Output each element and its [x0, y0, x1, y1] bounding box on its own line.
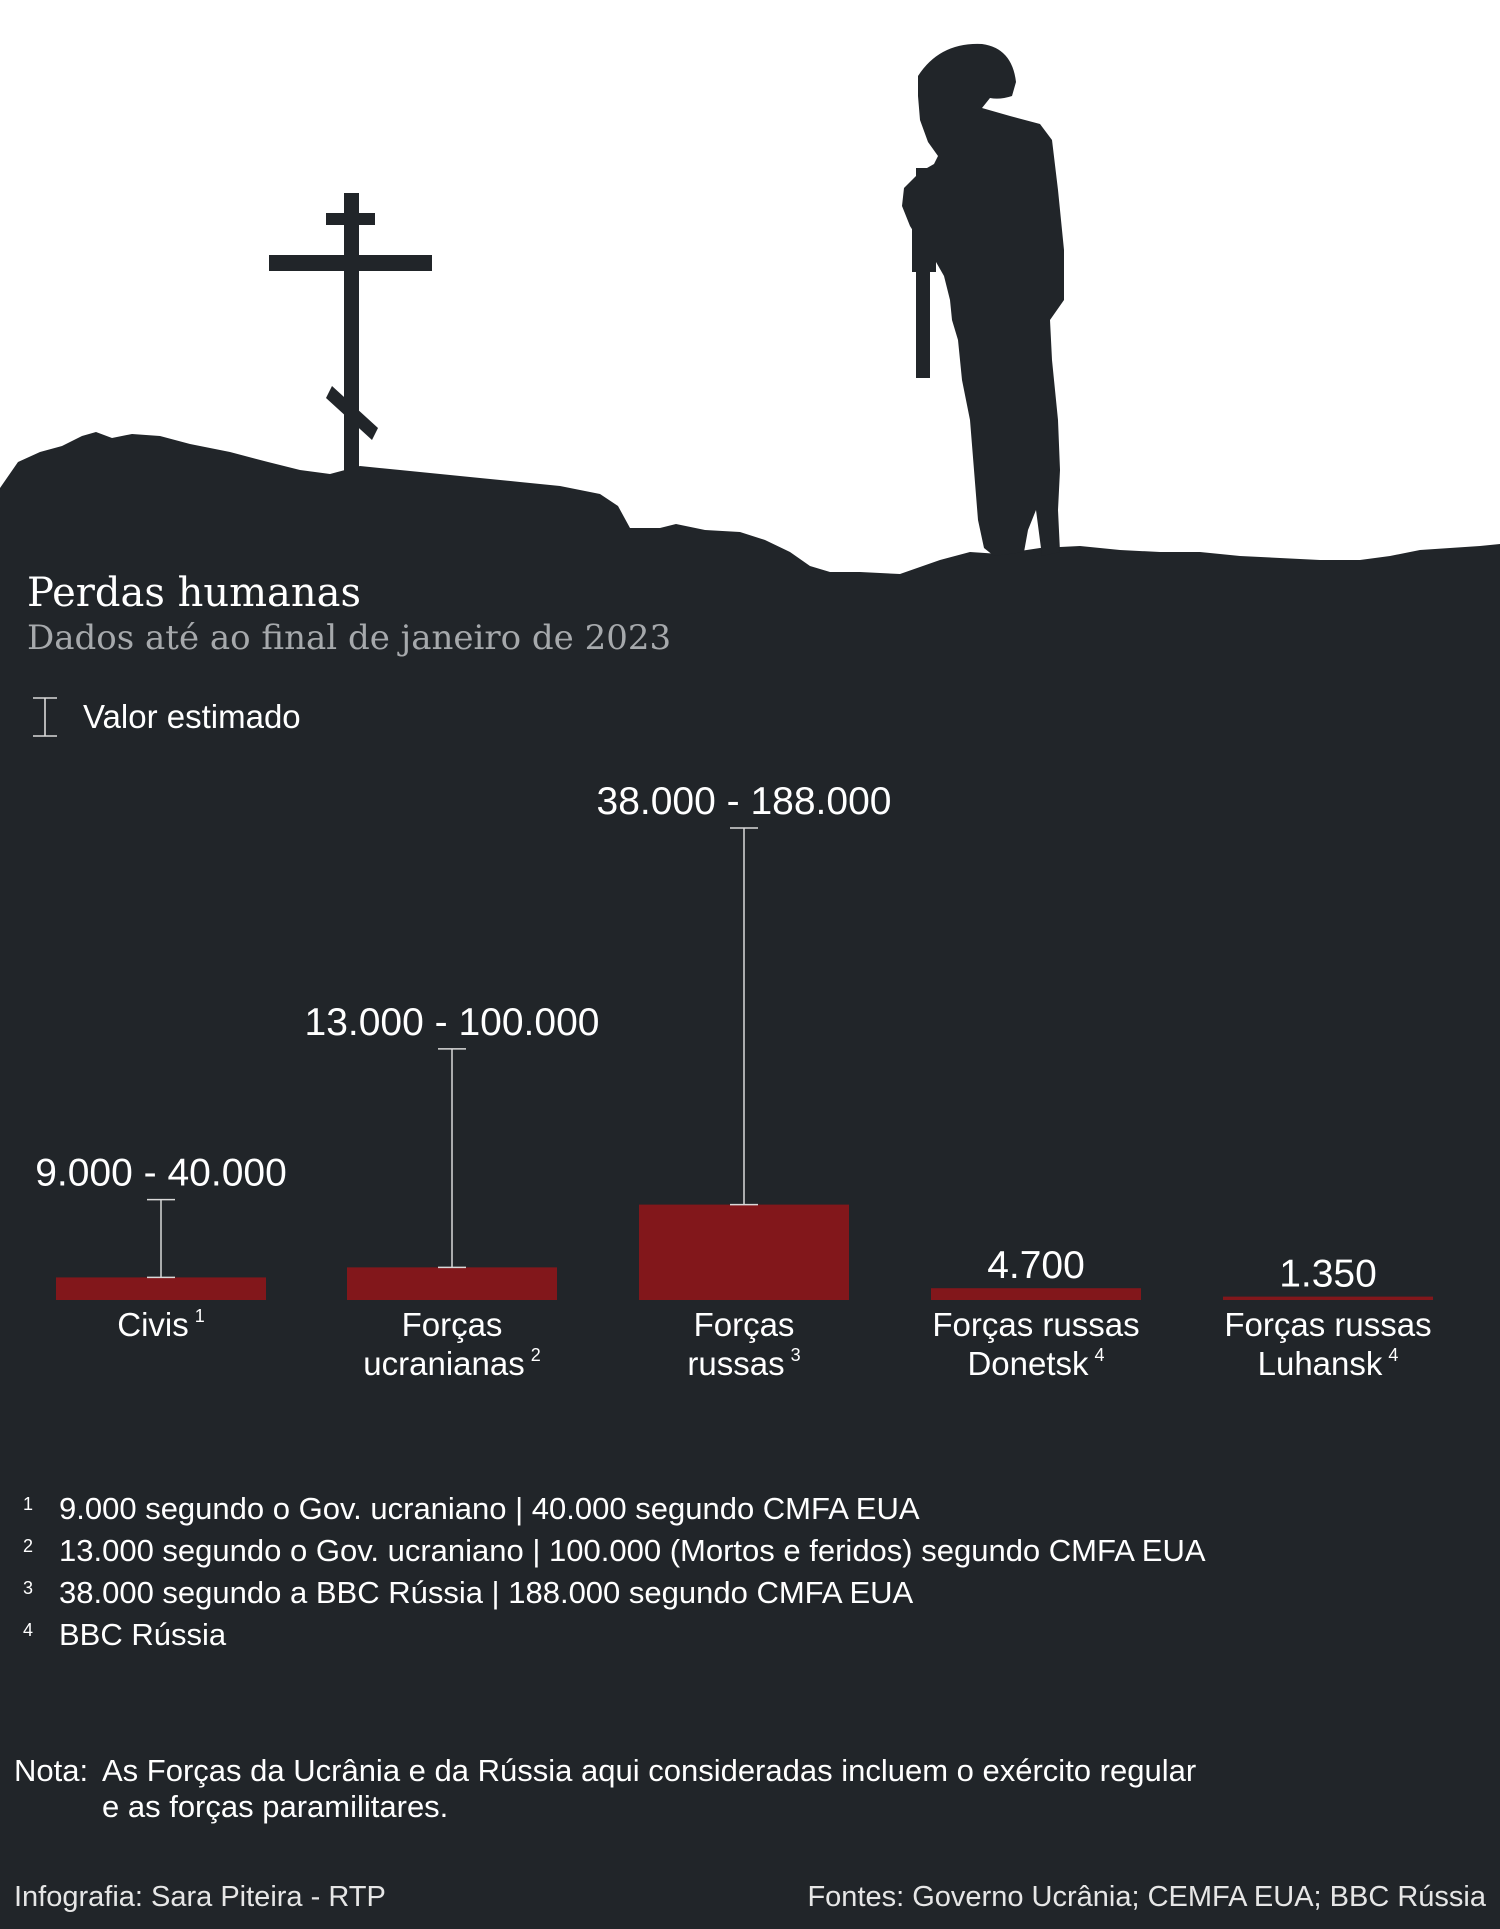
category-label: ucranianas $^2$: [363, 1345, 541, 1382]
note: [14, 1753, 1314, 1825]
footnote-reference: 4: [1094, 1345, 1105, 1365]
footnote-text: 9.000 segundo o Gov. ucraniano | 40.000 segundo CMFA EUA: [59, 1491, 920, 1526]
bar: [347, 1267, 557, 1300]
category-label: Civis $^1$: [117, 1306, 205, 1343]
bar: [1223, 1297, 1433, 1300]
footnote-reference: 1: [194, 1306, 205, 1326]
category-label: russas $^3$: [687, 1345, 801, 1382]
footnote: [20, 1614, 1206, 1656]
footnote-number: 4: [23, 1619, 34, 1640]
category-label: Forças russas: [932, 1306, 1140, 1343]
category-label: Luhansk $^4$: [1257, 1345, 1399, 1382]
note-text-line-1: As Forças da Ucrânia e da Rússia aqui consideradas incluem o exército regular: [102, 1753, 1197, 1788]
sources: Fontes: Governo Ucrânia; CEMFA EUA; BBC Rússia: [807, 1881, 1486, 1913]
chart-subtitle: Dados até ao final de janeiro de 2023: [27, 618, 672, 658]
data-label: 9.000 - 40.000: [35, 1151, 287, 1195]
footnote-reference: 4: [1388, 1345, 1399, 1365]
footnote-number: 2: [23, 1535, 34, 1556]
footnotes: [20, 1488, 1206, 1656]
category-label: Forças russas: [1224, 1306, 1432, 1343]
error-bar-icon: [28, 694, 62, 740]
footnote-number: 1: [23, 1493, 34, 1514]
bar: [639, 1205, 849, 1300]
credit: Infografia: Sara Piteira - RTP: [14, 1881, 386, 1913]
footnote-text: 38.000 segundo a BBC Rússia | 188.000 segundo CMFA EUA: [59, 1575, 914, 1610]
footnote: [20, 1572, 1206, 1614]
footnote-number: 3: [23, 1577, 34, 1598]
legend-label: Valor estimado: [83, 698, 301, 735]
data-label: 38.000 - 188.000: [596, 780, 892, 823]
data-label: 1.350: [1279, 1252, 1377, 1296]
footnote: [20, 1530, 1206, 1572]
chart-title: Perdas humanas: [27, 570, 362, 616]
footnote: [20, 1488, 1206, 1530]
legend: [28, 692, 301, 742]
footnote-reference: 3: [790, 1345, 801, 1365]
bar-chart: [0, 760, 1500, 1420]
category-label: Forças: [401, 1306, 503, 1343]
bar: [931, 1288, 1141, 1300]
category-label: Donetsk $^4$: [967, 1345, 1105, 1382]
note-label: Nota:: [14, 1753, 89, 1788]
footnote-reference: 2: [530, 1345, 541, 1365]
note-text-line-2: e as forças paramilitares.: [102, 1789, 449, 1824]
footnote-text: 13.000 segundo o Gov. ucraniano | 100.000 (Mortos e feridos) segundo CMFA EUA: [59, 1533, 1206, 1568]
bar: [56, 1277, 266, 1300]
footnote-text: BBC Rússia: [59, 1617, 227, 1652]
data-label: 13.000 - 100.000: [304, 1000, 600, 1044]
category-label: Forças: [693, 1306, 795, 1343]
data-label: 4.700: [987, 1244, 1085, 1288]
